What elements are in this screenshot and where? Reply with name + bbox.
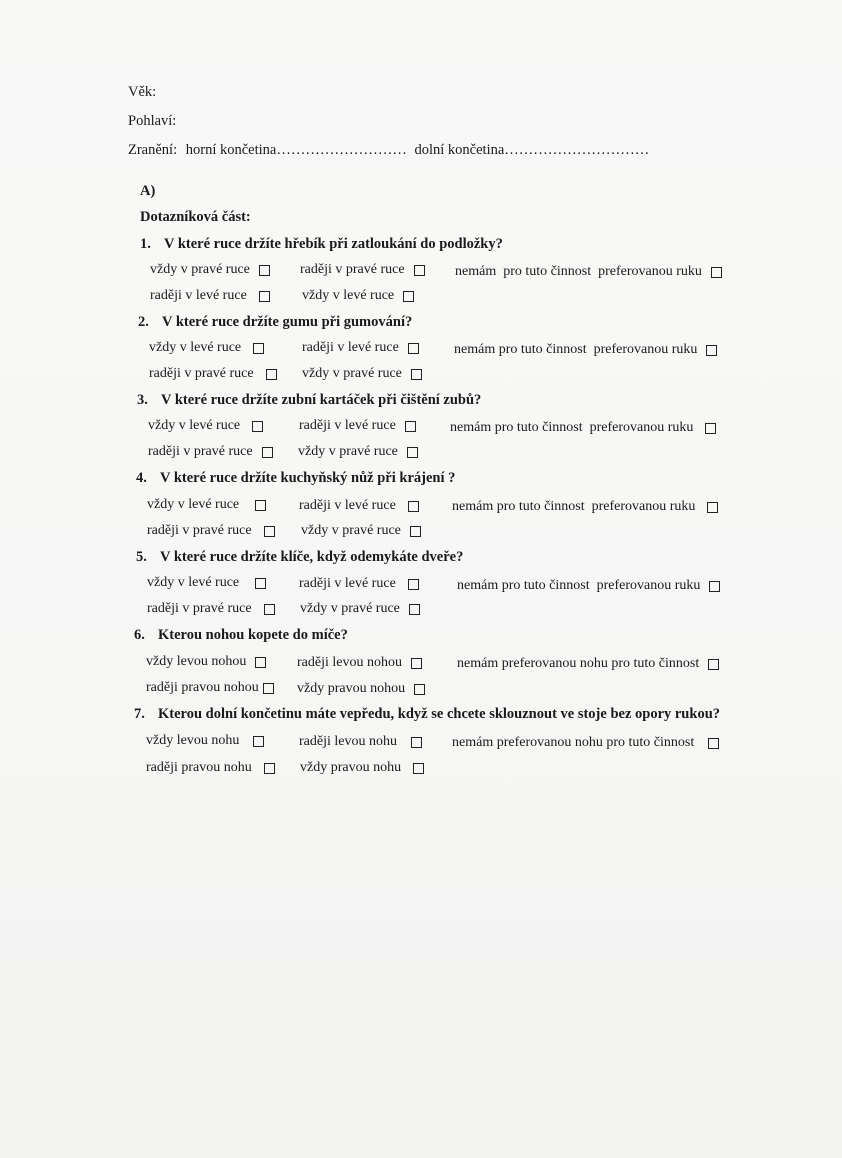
q7-option-3 xyxy=(452,735,719,751)
q6-option-3 xyxy=(457,656,719,672)
option-label: vždy levou nohou xyxy=(146,654,247,669)
question-number: 7. xyxy=(134,706,145,722)
q4-option-2 xyxy=(299,498,419,514)
option-label: nemám preferovanou nohu pro tuto činnost xyxy=(457,656,700,671)
q1-option-1 xyxy=(150,262,270,278)
question-5 xyxy=(136,549,463,566)
q3-option-5 xyxy=(298,444,418,460)
checkbox[interactable] xyxy=(259,291,270,302)
option-label: raději v levé ruce xyxy=(299,418,396,433)
checkbox[interactable] xyxy=(255,657,266,668)
upper-limb-label: horní končetina xyxy=(185,142,277,158)
checkbox[interactable] xyxy=(255,500,266,511)
checkbox[interactable] xyxy=(411,737,422,748)
question-6 xyxy=(134,627,348,644)
checkbox[interactable] xyxy=(706,345,717,356)
option-label: vždy v levé ruce xyxy=(147,575,240,590)
option-label: vždy v levé ruce xyxy=(149,340,242,355)
q7-option-1 xyxy=(146,733,264,749)
checkbox[interactable] xyxy=(411,369,422,380)
option-label: vždy v pravé ruce xyxy=(300,601,400,616)
option-label: raději levou nohu xyxy=(299,734,397,749)
option-label: vždy v levé ruce xyxy=(147,497,240,512)
checkbox[interactable] xyxy=(410,526,421,537)
checkbox[interactable] xyxy=(408,579,419,590)
section-title: Dotazníková část: xyxy=(140,209,251,225)
checkbox[interactable] xyxy=(408,501,419,512)
q4-option-1 xyxy=(147,497,266,513)
option-label: nemám pro tuto činnost preferovanou ruku xyxy=(454,342,698,357)
question-text: V které ruce držíte hřebík při zatloukání do podložky? xyxy=(164,236,503,252)
question-text: Kterou nohou kopete do míče? xyxy=(158,627,348,643)
checkbox[interactable] xyxy=(708,659,719,670)
q2-option-3 xyxy=(454,342,717,358)
question-number: 5. xyxy=(136,549,147,565)
gender-field-label: Pohlaví: xyxy=(128,113,177,129)
q7-option-2 xyxy=(299,734,422,750)
checkbox[interactable] xyxy=(708,738,719,749)
q6-option-4 xyxy=(146,680,274,696)
q1-option-3 xyxy=(455,264,722,280)
q2-option-5 xyxy=(302,366,422,382)
q7-option-4 xyxy=(146,760,275,776)
option-label: nemám pro tuto činnost preferovanou ruku xyxy=(457,578,701,593)
option-label: raději pravou nohou xyxy=(146,680,259,695)
q6-option-5 xyxy=(297,681,425,697)
option-label: raději v pravé ruce xyxy=(149,366,254,381)
checkbox[interactable] xyxy=(413,763,424,774)
option-label: raději v levé ruce xyxy=(150,288,247,303)
q5-option-4 xyxy=(147,601,275,617)
section-label: A) xyxy=(140,183,156,199)
q1-option-5 xyxy=(302,288,414,304)
checkbox[interactable] xyxy=(264,526,275,537)
option-label: nemám preferovanou nohu pro tuto činnost xyxy=(452,735,695,750)
q5-option-3 xyxy=(457,578,720,594)
checkbox[interactable] xyxy=(264,604,275,615)
question-number: 3. xyxy=(137,392,148,408)
option-label: vždy pravou nohou xyxy=(297,681,406,696)
q5-option-5 xyxy=(300,601,420,617)
option-label: vždy v pravé ruce xyxy=(301,523,401,538)
lower-limb-fill-line[interactable]: ………………………… xyxy=(504,142,650,158)
option-label: raději v levé ruce xyxy=(299,576,396,591)
question-text: V které ruce držíte klíče, když odemykáte dveře? xyxy=(160,549,464,565)
q3-option-3 xyxy=(450,420,716,436)
option-label: vždy pravou nohu xyxy=(300,760,402,775)
checkbox[interactable] xyxy=(405,421,416,432)
checkbox[interactable] xyxy=(414,684,425,695)
option-label: raději v pravé ruce xyxy=(147,601,252,616)
q4-option-4 xyxy=(147,523,275,539)
question-number: 6. xyxy=(134,627,145,643)
question-4 xyxy=(136,470,455,487)
injury-label: Zranění: xyxy=(128,142,178,158)
q3-option-1 xyxy=(148,418,263,434)
checkbox[interactable] xyxy=(408,343,419,354)
age-field-label: Věk: xyxy=(128,84,157,100)
option-label: vždy v pravé ruce xyxy=(298,444,398,459)
question-7 xyxy=(134,706,720,723)
option-label: raději v levé ruce xyxy=(299,498,396,513)
question-text: V které ruce držíte zubní kartáček při čištění zubů? xyxy=(161,392,482,408)
checkbox[interactable] xyxy=(263,683,274,694)
option-label: nemám pro tuto činnost preferovanou ruku xyxy=(450,420,694,435)
option-label: vždy levou nohu xyxy=(146,733,240,748)
q6-option-2 xyxy=(297,655,422,671)
question-text: V které ruce držíte gumu při gumování? xyxy=(162,314,413,330)
q2-option-1 xyxy=(149,340,264,356)
option-label: raději v pravé ruce xyxy=(147,523,252,538)
checkbox[interactable] xyxy=(705,423,716,434)
q1-option-2 xyxy=(300,262,425,278)
q4-option-3 xyxy=(452,499,718,515)
option-label: vždy v pravé ruce xyxy=(150,262,250,277)
q4-option-5 xyxy=(301,523,421,539)
checkbox[interactable] xyxy=(253,343,264,354)
checkbox[interactable] xyxy=(252,421,263,432)
question-number: 4. xyxy=(136,470,147,486)
checkbox[interactable] xyxy=(262,447,273,458)
option-label: raději levou nohou xyxy=(297,655,402,670)
option-label: vždy v levé ruce xyxy=(148,418,241,433)
checkbox[interactable] xyxy=(414,265,425,276)
checkbox[interactable] xyxy=(259,265,270,276)
checkbox[interactable] xyxy=(411,658,422,669)
question-text: V které ruce držíte kuchyňský nůž při krájení ? xyxy=(160,470,456,486)
q2-option-2 xyxy=(302,340,419,356)
q7-option-5 xyxy=(300,760,424,776)
question-2 xyxy=(138,314,412,331)
checkbox[interactable] xyxy=(266,369,277,380)
option-label: vždy v pravé ruce xyxy=(302,366,402,381)
option-label: raději v levé ruce xyxy=(302,340,399,355)
checkbox[interactable] xyxy=(707,502,718,513)
option-label: raději pravou nohu xyxy=(146,760,252,775)
checkbox[interactable] xyxy=(264,763,275,774)
q3-option-4 xyxy=(148,444,273,460)
checkbox[interactable] xyxy=(253,736,264,747)
option-label: raději v pravé ruce xyxy=(148,444,253,459)
checkbox[interactable] xyxy=(403,291,414,302)
question-1 xyxy=(140,236,503,253)
q2-option-4 xyxy=(149,366,277,382)
option-label: nemám pro tuto činnost preferovanou ruku xyxy=(452,499,696,514)
question-text: Kterou dolní končetinu máte vepředu, když se chcete sklouznout ve stoje bez opory rukou? xyxy=(158,706,721,722)
checkbox[interactable] xyxy=(407,447,418,458)
q5-option-1 xyxy=(147,575,266,591)
checkbox[interactable] xyxy=(409,604,420,615)
q1-option-4 xyxy=(150,288,270,304)
checkbox[interactable] xyxy=(709,581,720,592)
question-number: 2. xyxy=(138,314,149,330)
question-number: 1. xyxy=(140,236,151,252)
q5-option-2 xyxy=(299,576,419,592)
question-3 xyxy=(137,392,481,409)
upper-limb-fill-line[interactable]: ……………………… xyxy=(276,142,407,158)
option-label: raději v pravé ruce xyxy=(300,262,405,277)
option-label: vždy v levé ruce xyxy=(302,288,395,303)
q3-option-2 xyxy=(299,418,416,434)
q6-option-1 xyxy=(146,654,266,670)
injury-row xyxy=(128,142,649,159)
option-label: nemám pro tuto činnost preferovanou ruku xyxy=(455,264,702,279)
checkbox[interactable] xyxy=(711,267,722,278)
lower-limb-label: dolní končetina xyxy=(414,142,505,158)
checkbox[interactable] xyxy=(255,578,266,589)
